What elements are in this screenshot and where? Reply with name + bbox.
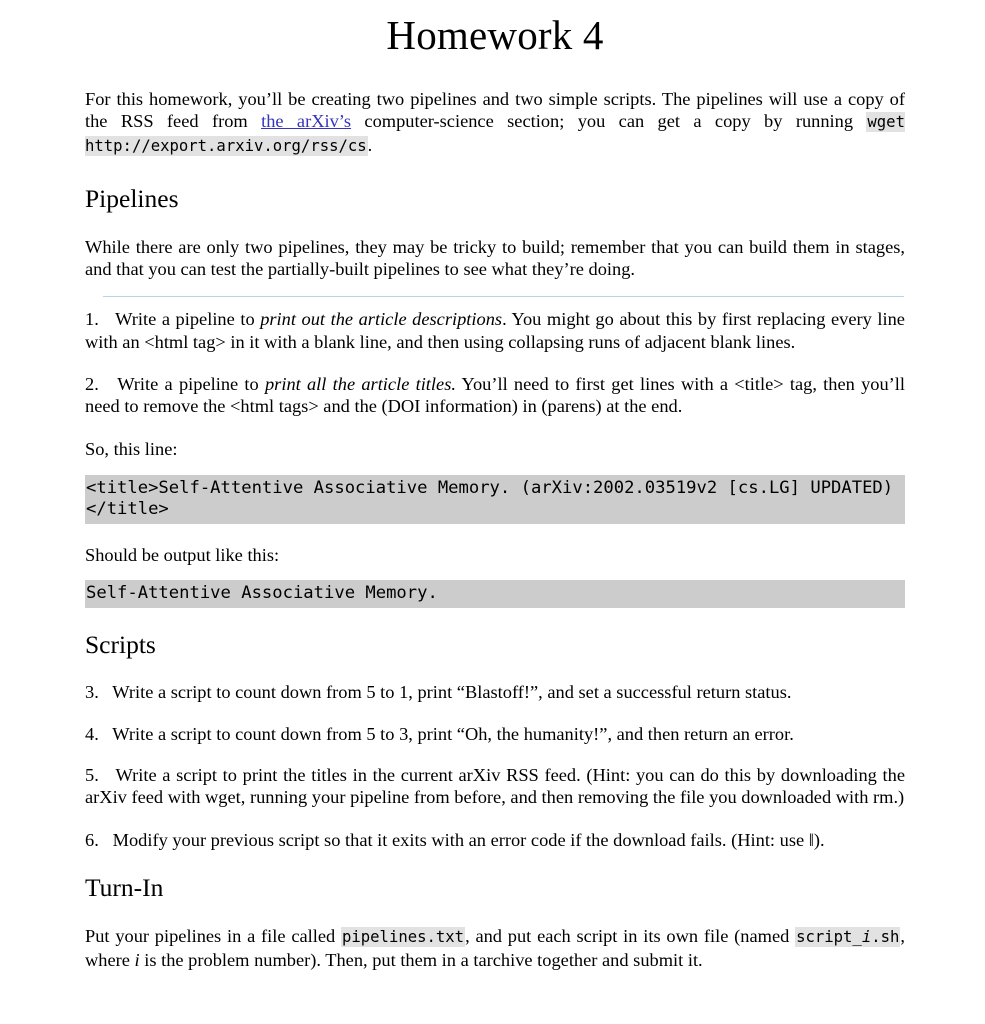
list-item-1 [85, 308, 905, 353]
list-item-5-number: 5. [85, 764, 99, 785]
list-item-5 [85, 764, 905, 809]
list-item-1-emphasis: print out the article descriptions [260, 309, 503, 330]
list-item-1-text-pre: Write a pipeline to [115, 309, 261, 330]
list-item-5-text: Write a script to print the titles in the current arXiv RSS feed. (Hint: you can do this by downloading the arXiv feed with wget, running your pipeline from before, and then removing the file you downloaded with rm.) [85, 764, 905, 808]
section-heading-scripts: Scripts [85, 629, 156, 659]
list-item-6-text-pre: Modify your previous script so that it exits with an error code if the download fails. (Hint: use [112, 829, 809, 850]
script-filename-code [795, 927, 900, 947]
turn-in-text-part2: , and put each script in its own file (named [465, 926, 796, 947]
section-heading-pipelines: Pipelines [85, 184, 179, 214]
turn-in-text-part1: Put your pipelines in a file called [85, 926, 341, 947]
list-item-4-text: Write a script to count down from 5 to 3, print “Oh, the humanity!”, and then return an error. [112, 723, 794, 744]
section-heading-turn-in: Turn-In [85, 872, 164, 902]
list-item-2-text-post: You’ll need to first get lines with a <title> tag, then you’ll need to remove the <html tags> and the (DOI information) in (parens) at the end. [85, 373, 906, 417]
list-item-6 [85, 829, 905, 851]
example-input-lead-in: So, this line: [85, 439, 178, 460]
code-block-example-input: <title>Self-Attentive Associative Memory. (arXiv:2002.03519v2 [cs.LG] UPDATED)</title> [85, 475, 905, 524]
list-item-2 [85, 373, 905, 418]
pipelines-txt-filename-code: pipelines.txt [342, 928, 465, 947]
list-item-2-number: 2. [85, 373, 99, 394]
script-filename-prefix: script_ [796, 928, 862, 947]
script-filename-suffix: .sh [871, 928, 900, 947]
intro-text-part2: computer-science section; you can get a copy by running [351, 111, 867, 132]
or-operator-symbol: ‖ [808, 829, 814, 850]
example-output-lead-in: Should be output like this: [85, 544, 280, 565]
list-item-4-number: 4. [85, 723, 99, 744]
pipelines-lead-paragraph: While there are only two pipelines, they may be tricky to build; remember that you can build them in stages, and that you can test the partially-built pipelines to see what they’re doing. [85, 236, 905, 279]
list-item-3-text: Write a script to count down from 5 to 1, print “Blastoff!”, and set a successful return status. [112, 682, 792, 703]
code-block-example-output: Self-Attentive Associative Memory. [85, 580, 905, 608]
turn-in-text-part4: is the problem number). Then, put them in a tarchive together and submit it. [139, 949, 703, 970]
intro-text-part3: . [367, 134, 373, 155]
arxiv-link[interactable]: the arXiv’s [261, 111, 352, 132]
list-item-1-text-post: . You might go about this by first replacing every line with an <html tag> in it with a blank line, and then using collapsing runs of adjacent blank lines. [85, 309, 905, 352]
document-content [85, 0, 905, 971]
list-item-3-number: 3. [85, 682, 99, 703]
turn-in-variable-i: i [134, 949, 140, 970]
list-item-6-number: 6. [85, 829, 99, 850]
page-title: Homework 4 [386, 12, 604, 58]
script-filename-variable: i [861, 928, 872, 947]
list-item-2-text-pre: Write a pipeline to [117, 373, 265, 394]
turn-in-text-part3: , where [85, 926, 905, 970]
turn-in-paragraph [85, 925, 905, 971]
list-item-4 [85, 723, 905, 745]
list-item-6-text-post: ). [813, 829, 825, 850]
list-item-3 [85, 681, 905, 703]
intro-paragraph [85, 88, 905, 157]
intro-text-part1: For this homework, you’ll be creating two pipelines and two simple scripts. The pipelines will use a copy of the RSS feed from [85, 89, 905, 132]
list-item-2-emphasis: print all the article titles. [264, 373, 456, 394]
wget-command-inline-code: wget http://export.arxiv.org/rss/cs [85, 113, 905, 155]
list-item-1-number: 1. [85, 309, 99, 330]
